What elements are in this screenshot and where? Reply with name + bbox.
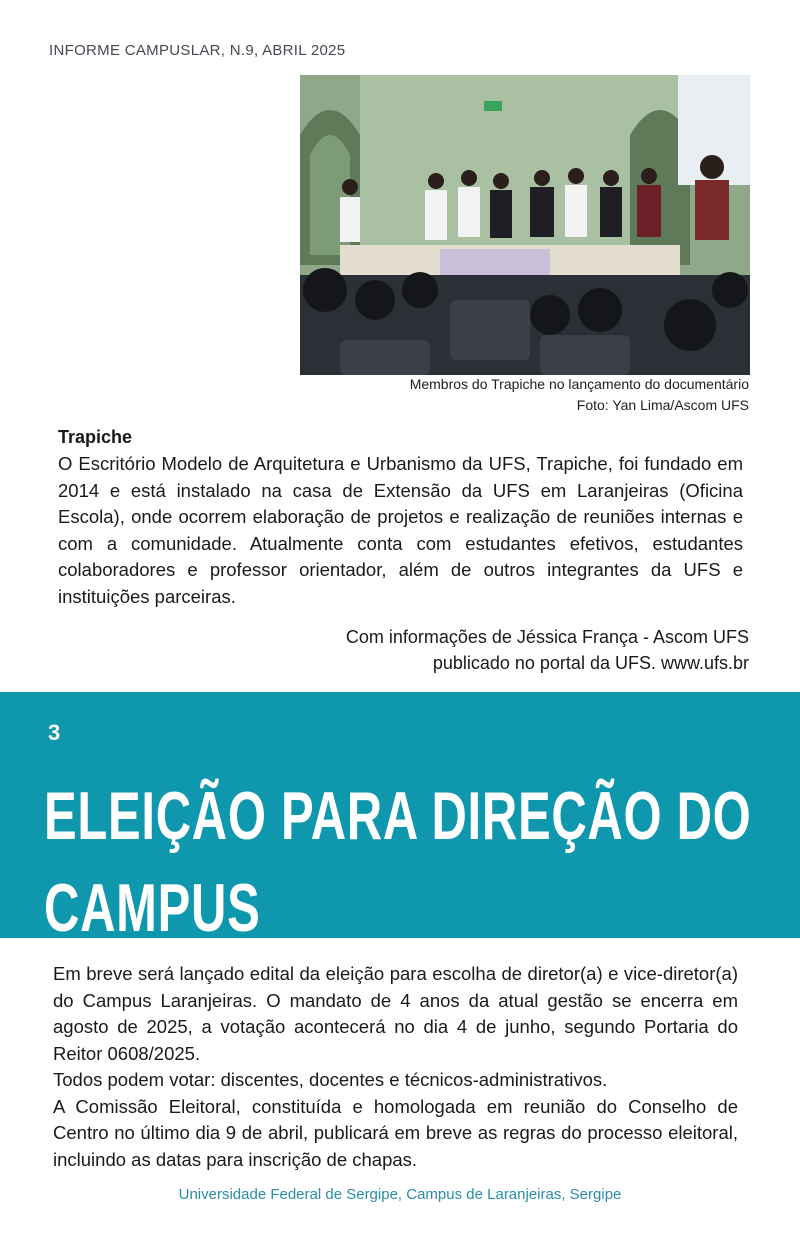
article-credits bbox=[346, 624, 749, 676]
caption-text: Membros do Trapiche no lançamento do documentário bbox=[409, 376, 749, 392]
source-line-1: Com informações de Jéssica França - Ascom UFS bbox=[345, 627, 749, 647]
section-body bbox=[53, 961, 738, 1173]
section-paragraph-3: A Comissão Eleitoral, constituída e homologada em reunião do Conselho de Centro no último dia 9 de abril, publicará em breve as regras do processo eleitoral, incluindo as datas para inscrição de chapas. bbox=[53, 1095, 738, 1170]
article-body: O Escritório Modelo de Arquitetura e Urbanismo da UFS, Trapiche, foi fundado em 2014 e está instalado na casa de Extensão da UFS em Laranjeiras (Oficina Escola), onde ocorrem elaboração de projetos e realização de reuniões internas e com a comunidade. Atualmente conta com estudantes efetivos, estudantes colaboradores e professor orientador, além de outros integrantes da UFS e instituições parceiras. bbox=[58, 453, 743, 607]
source-line-2: publicado no portal da UFS. www.ufs.br bbox=[432, 653, 749, 673]
event-photo bbox=[300, 75, 750, 375]
section-number: 3 bbox=[48, 720, 61, 745]
section-paragraph-2: Todos podem votar: discentes, docentes e técnicos-administrativos. bbox=[53, 1069, 608, 1090]
section-title: ELEIÇÃO PARA DIREÇÃO DO CAMPUS bbox=[44, 778, 752, 946]
section-paragraph-1: Em breve será lançado edital da eleição para escolha de diretor(a) e vice-diretor(a) do Campus Laranjeiras. O mandato de 4 anos da atual gestão se encerra em agosto de 2025, a votação acontecerá no dia 4 de junho, segundo Portaria do Reitor 0608/2025. bbox=[53, 963, 738, 1064]
photo-caption bbox=[410, 374, 749, 416]
photo-credit: Foto: Yan Lima/Ascom UFS bbox=[576, 397, 749, 413]
article-title: Trapiche bbox=[58, 427, 133, 447]
issue-header: INFORME CAMPUSLAR, N.9, ABRIL 2025 bbox=[49, 42, 346, 59]
photo-illustration bbox=[300, 75, 750, 375]
page-footer: Universidade Federal de Sergipe, Campus de Laranjeiras, Sergipe bbox=[178, 1186, 622, 1203]
